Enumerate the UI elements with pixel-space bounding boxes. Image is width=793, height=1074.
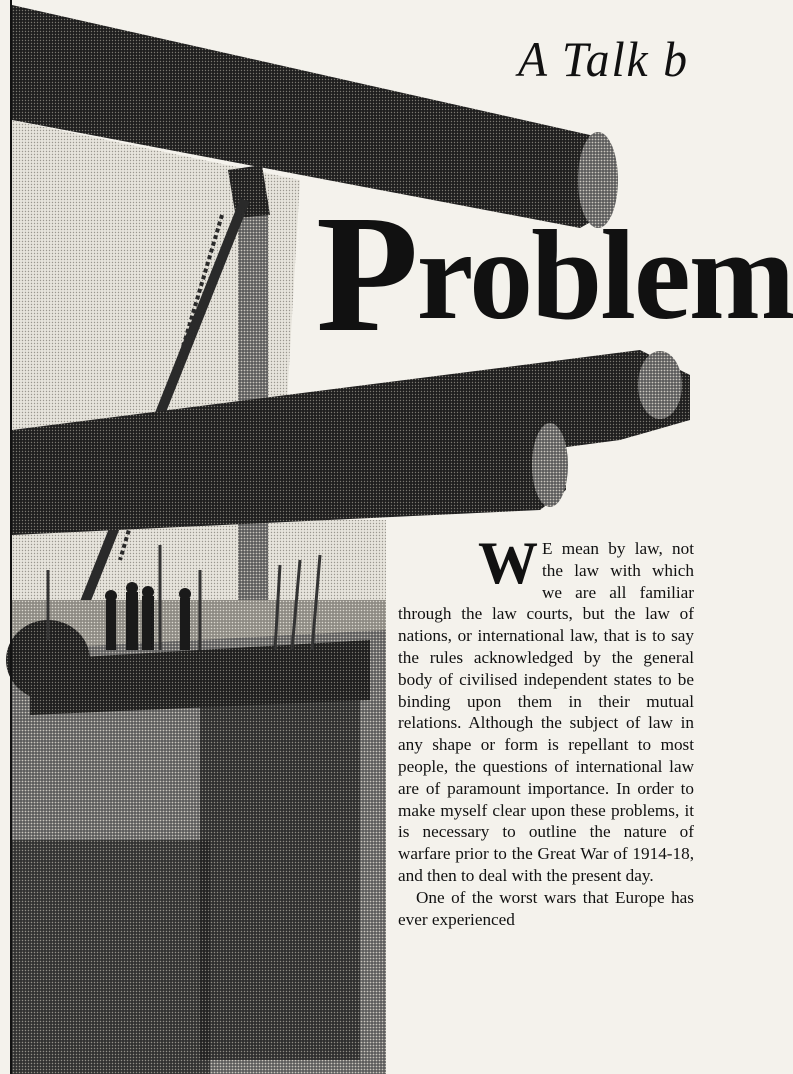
paragraph-text: E mean by law, not the law with which we are all familiar through the law courts, but the law of nations, or international law, that is to say the rules acknowledged by the general body of civilised independent states to be binding upon them in their mutual relations. Although the subject of law in any shape or form is repellant to most people, the questions of international law are of paramount importance. In order to make myself clear upon these problems, it is necessary to outline the nature of warfare prior to the Great War of 1914-18, and then to deal with the present day. <box>398 539 694 885</box>
headline-initial: P <box>316 181 417 367</box>
article-paragraph <box>398 530 694 887</box>
headline-rest: roblem <box>416 204 793 346</box>
drop-cap: W <box>478 530 538 596</box>
article-headline <box>316 178 793 367</box>
article-kicker: A Talk b <box>518 31 689 87</box>
article-paragraph: One of the worst wars that Europe has ever experienced <box>398 887 694 929</box>
article-body <box>398 530 694 930</box>
